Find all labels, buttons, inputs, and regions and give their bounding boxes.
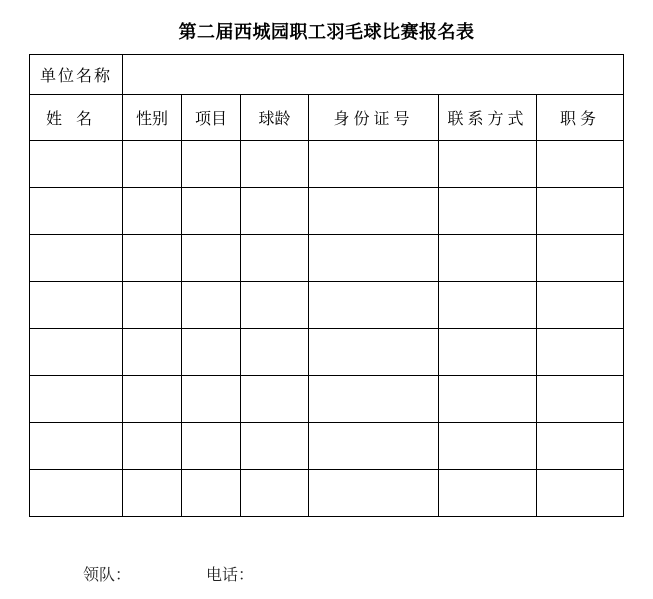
table-row [30, 188, 624, 235]
table-row [30, 329, 624, 376]
cell-contact[interactable] [439, 235, 537, 282]
cell-contact[interactable] [439, 188, 537, 235]
table-row [30, 376, 624, 423]
cell-gender[interactable] [123, 282, 182, 329]
cell-id-number[interactable] [309, 282, 439, 329]
cell-playing-years[interactable] [241, 282, 309, 329]
cell-position[interactable] [537, 470, 624, 517]
cell-playing-years[interactable] [241, 423, 309, 470]
cell-id-number[interactable] [309, 235, 439, 282]
cell-name[interactable] [30, 376, 123, 423]
table-row [30, 423, 624, 470]
cell-event[interactable] [182, 282, 241, 329]
cell-id-number[interactable] [309, 470, 439, 517]
cell-position[interactable] [537, 188, 624, 235]
header-id-number: 身份证号 [309, 95, 439, 141]
cell-gender[interactable] [123, 141, 182, 188]
cell-playing-years[interactable] [241, 329, 309, 376]
table-row [30, 141, 624, 188]
team-leader-label: 领队： [83, 565, 132, 584]
cell-position[interactable] [537, 235, 624, 282]
cell-gender[interactable] [123, 423, 182, 470]
header-playing-years: 球龄 [241, 95, 309, 141]
cell-id-number[interactable] [309, 329, 439, 376]
cell-gender[interactable] [123, 329, 182, 376]
cell-gender[interactable] [123, 188, 182, 235]
cell-name[interactable] [30, 188, 123, 235]
cell-event[interactable] [182, 329, 241, 376]
cell-contact[interactable] [439, 282, 537, 329]
phone-label: 电话： [206, 565, 255, 584]
header-row [30, 95, 624, 141]
cell-contact[interactable] [439, 423, 537, 470]
cell-gender[interactable] [123, 235, 182, 282]
cell-event[interactable] [182, 376, 241, 423]
cell-playing-years[interactable] [241, 188, 309, 235]
cell-id-number[interactable] [309, 188, 439, 235]
cell-contact[interactable] [439, 470, 537, 517]
registration-table [29, 54, 624, 517]
cell-contact[interactable] [439, 141, 537, 188]
table-row [30, 470, 624, 517]
cell-event[interactable] [182, 188, 241, 235]
cell-id-number[interactable] [309, 141, 439, 188]
cell-contact[interactable] [439, 329, 537, 376]
cell-name[interactable] [30, 423, 123, 470]
cell-event[interactable] [182, 141, 241, 188]
cell-position[interactable] [537, 329, 624, 376]
header-name: 姓名 [30, 95, 123, 141]
cell-position[interactable] [537, 423, 624, 470]
header-position: 职务 [537, 95, 624, 141]
header-gender: 性别 [123, 95, 182, 141]
form-title: 第二届西城园职工羽毛球比赛报名表 [178, 22, 475, 43]
cell-event[interactable] [182, 423, 241, 470]
cell-id-number[interactable] [309, 376, 439, 423]
cell-position[interactable] [537, 141, 624, 188]
unit-row [30, 55, 624, 95]
cell-playing-years[interactable] [241, 376, 309, 423]
cell-event[interactable] [182, 235, 241, 282]
table-row [30, 235, 624, 282]
cell-gender[interactable] [123, 376, 182, 423]
cell-position[interactable] [537, 282, 624, 329]
cell-gender[interactable] [123, 470, 182, 517]
cell-name[interactable] [30, 329, 123, 376]
header-contact: 联系方式 [439, 95, 537, 141]
cell-name[interactable] [30, 141, 123, 188]
header-event: 项目 [182, 95, 241, 141]
cell-position[interactable] [537, 376, 624, 423]
unit-name-label: 单位名称 [30, 55, 123, 95]
cell-name[interactable] [30, 235, 123, 282]
cell-name[interactable] [30, 470, 123, 517]
unit-name-field[interactable] [123, 55, 624, 95]
cell-playing-years[interactable] [241, 235, 309, 282]
cell-contact[interactable] [439, 376, 537, 423]
cell-playing-years[interactable] [241, 141, 309, 188]
cell-event[interactable] [182, 470, 241, 517]
cell-playing-years[interactable] [241, 470, 309, 517]
cell-name[interactable] [30, 282, 123, 329]
cell-id-number[interactable] [309, 423, 439, 470]
table-row [30, 282, 624, 329]
